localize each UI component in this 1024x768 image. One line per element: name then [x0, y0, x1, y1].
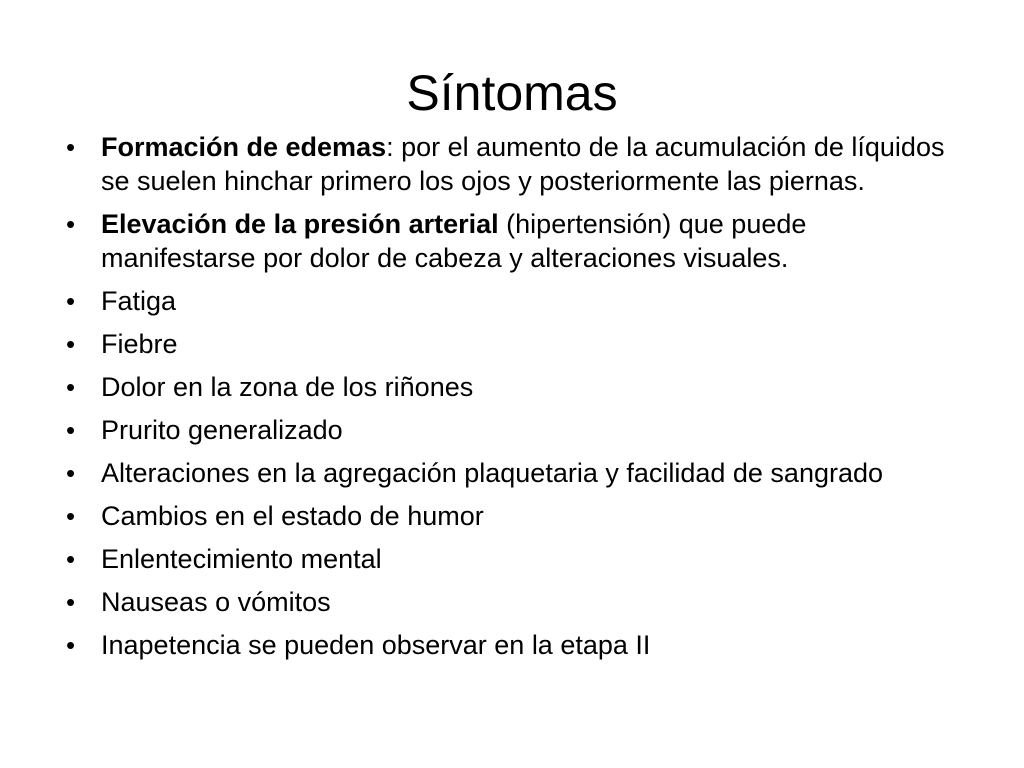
bullet-dot: • [66, 372, 76, 402]
bullet-text: Fatiga [101, 286, 177, 316]
list-item [58, 413, 958, 447]
bullet-bold-text: Elevación de la presión arterial [101, 209, 499, 239]
bullet-text: Inapetencia se pueden observar en la etapa II [101, 630, 651, 660]
bullet-list [58, 130, 958, 671]
list-item [58, 499, 958, 533]
list-item [58, 327, 958, 361]
bullet-text: Cambios en el estado de humor [101, 501, 484, 531]
list-item [58, 207, 958, 275]
bullet-text: : por el aumento de la acumulación de líquidos se suelen hinchar primero los ojos y posteriormente las piernas. [101, 132, 945, 196]
bullet-bold-text: Formación de edemas [101, 132, 387, 162]
bullet-dot: • [66, 286, 76, 316]
bullet-text: Prurito generalizado [101, 415, 343, 445]
bullet-dot: • [66, 329, 76, 359]
bullet-text: (hipertensión) que puede manifestarse por dolor de cabeza y alteraciones visuales. [101, 209, 807, 273]
bullet-text: Dolor en la zona de los riñones [101, 372, 474, 402]
bullet-dot: • [66, 544, 76, 574]
bullet-dot: • [66, 501, 76, 531]
list-item [58, 628, 958, 662]
bullet-dot: • [66, 209, 76, 239]
bullet-text: Nauseas o vómitos [101, 587, 331, 617]
slide-title: Síntomas [406, 65, 618, 121]
bullet-dot: • [66, 630, 76, 660]
list-item [58, 456, 958, 490]
bullet-dot: • [66, 415, 76, 445]
bullet-dot: • [66, 458, 76, 488]
bullet-text: Alteraciones en la agregación plaquetaria y facilidad de sangrado [101, 458, 884, 488]
list-item [58, 585, 958, 619]
bullet-text: Fiebre [101, 329, 178, 359]
bullet-text: Enlentecimiento mental [101, 544, 382, 574]
list-item [58, 542, 958, 576]
bullet-dot: • [66, 587, 76, 617]
list-item [58, 370, 958, 404]
list-item [58, 284, 958, 318]
list-item [58, 130, 958, 198]
bullet-dot: • [66, 132, 76, 162]
